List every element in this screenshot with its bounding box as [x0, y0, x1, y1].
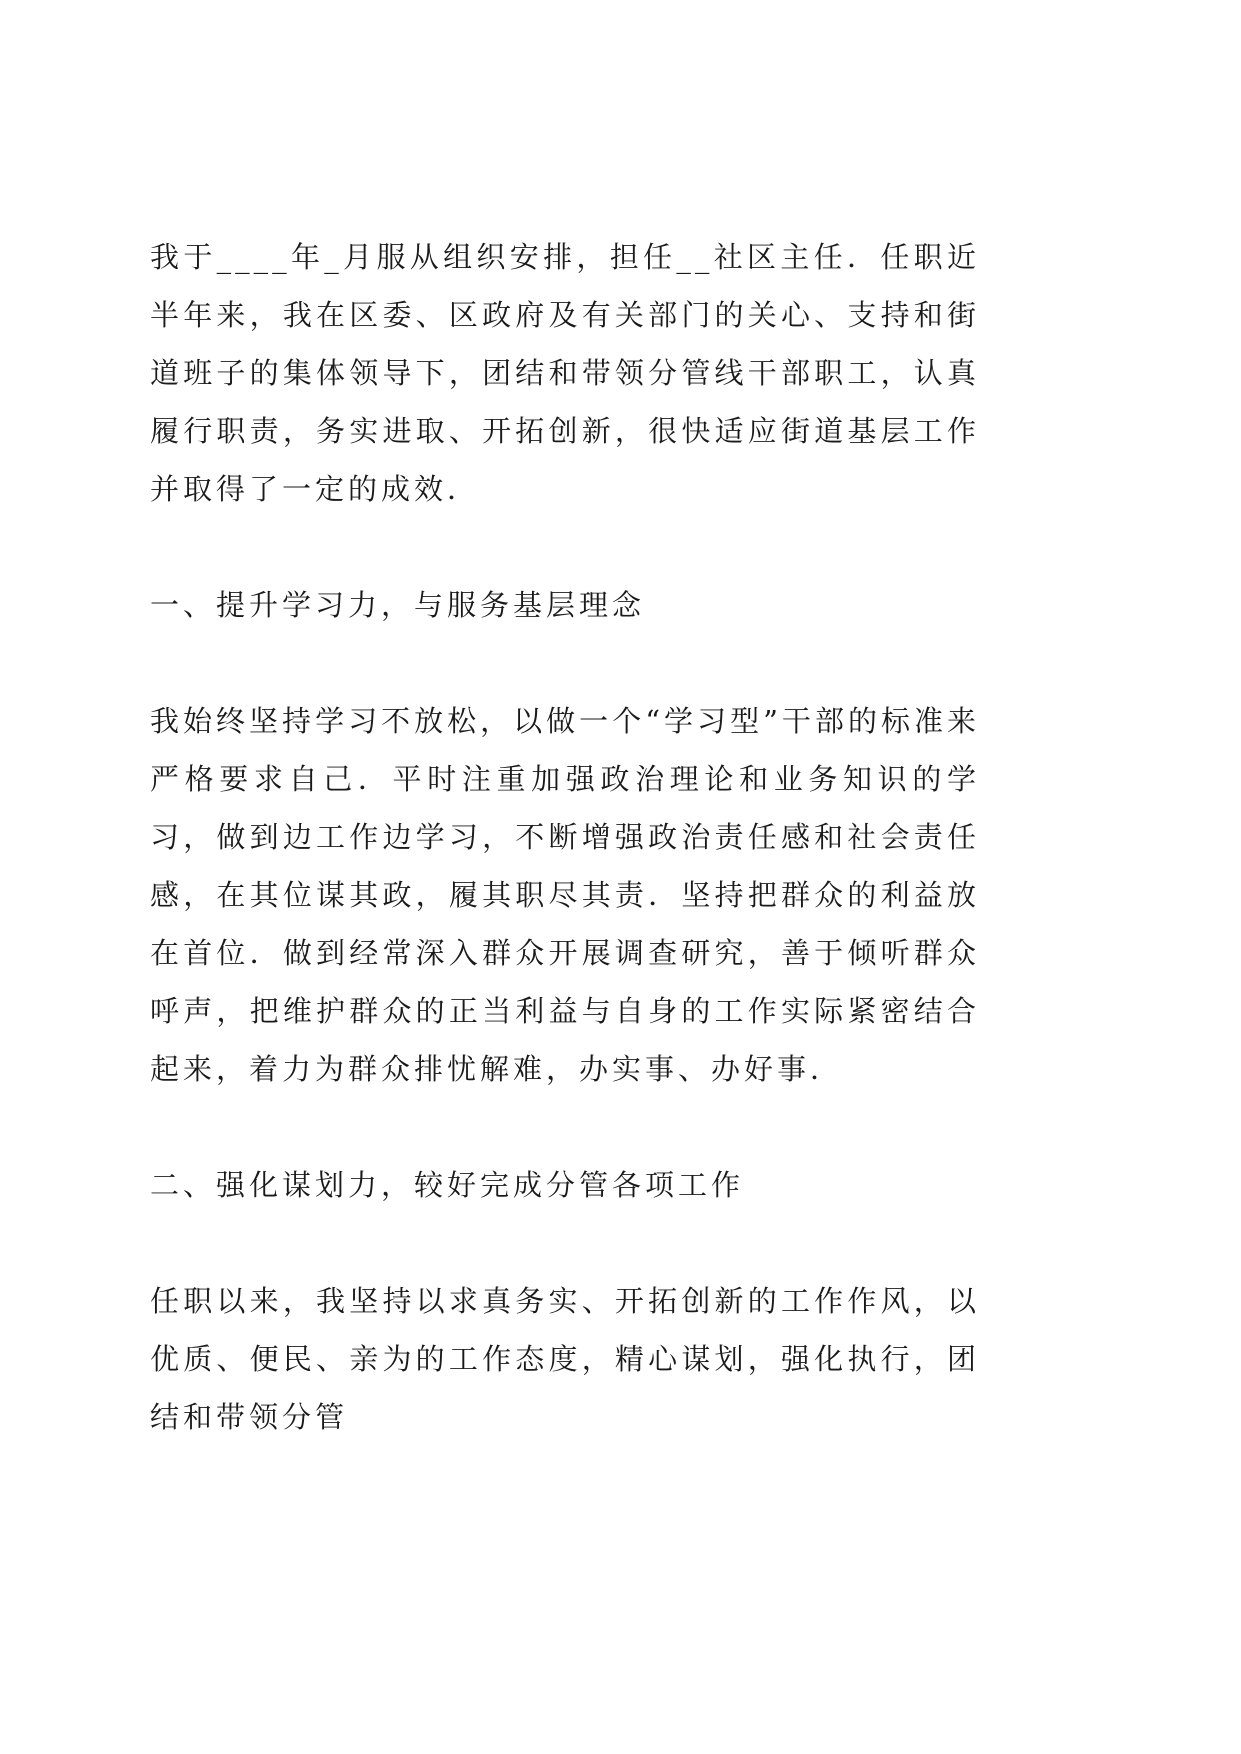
document-body — [150, 228, 980, 1446]
intro-paragraph: 我于____年_月服从组织安排，担任__社区主任．任职近半年来，我在区委、区政府及有关部门的关心、支持和街道班子的集体领导下，团结和带领分管线干部职工，认真履行职责，务实进取、开拓创新，很快适应街道基层工作并取得了一定的成效． — [150, 240, 980, 506]
section-1-heading: 一、提升学习力，与服务基层理念 — [150, 588, 646, 622]
section-1-paragraph: 我始终坚持学习不放松，以做一个“学习型”干部的标准来严格要求自己．平时注重加强政治理论和业务知识的学习，做到边工作边学习，不断增强政治责任感和社会责任感，在其位谋其政，履其职尽其责．坚持把群众的利益放在首位．做到经常深入群众开展调查研究，善于倾听群众呼声，把维护群众的正当利益与自身的工作实际紧密结合起来，着力为群众排忧解难，办实事、办好事． — [150, 704, 980, 1086]
section-2-heading: 二、强化谋划力，较好完成分管各项工作 — [150, 1168, 745, 1202]
section-2-paragraph: 任职以来，我坚持以求真务实、开拓创新的工作作风，以优质、便民、亲为的工作态度，精心谋划，强化执行，团结和带领分管 — [150, 1284, 980, 1434]
